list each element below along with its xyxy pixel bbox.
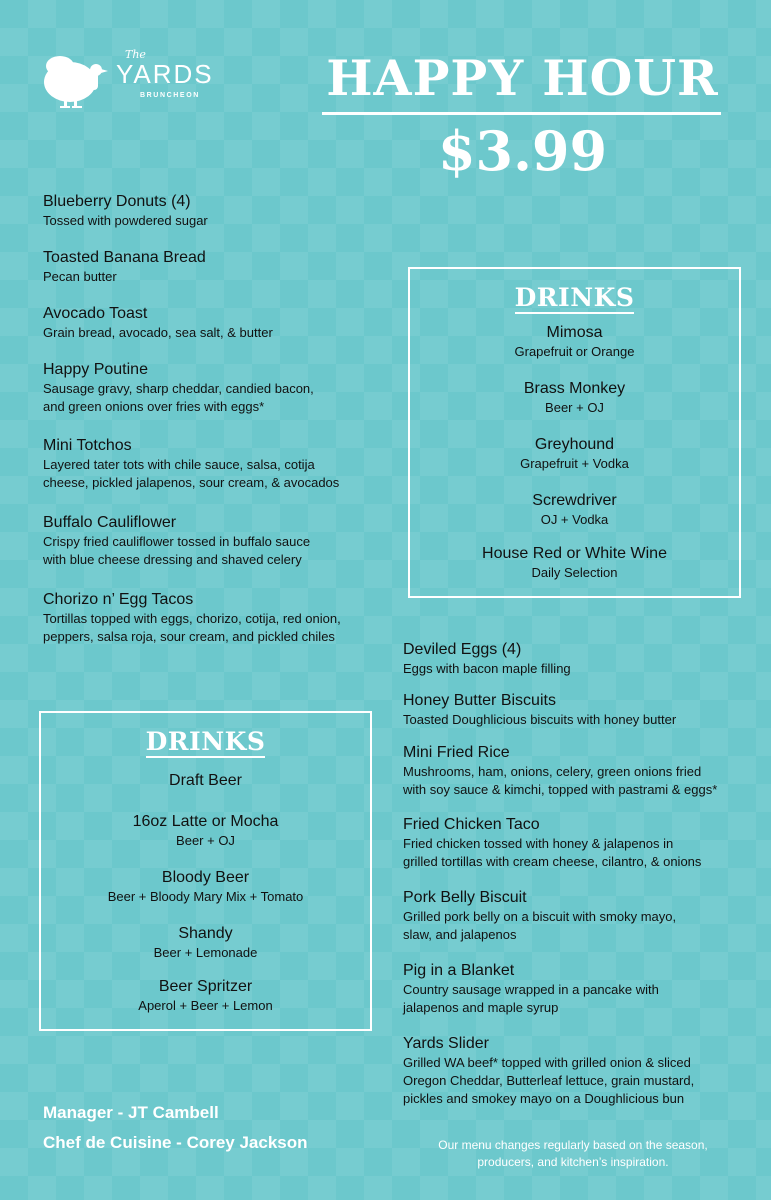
menu-item xyxy=(43,513,310,569)
drinks-heading: DRINKS xyxy=(514,283,635,312)
menu-item-desc: jalapenos and maple syrup xyxy=(403,1000,559,1015)
brand-the: The xyxy=(125,48,146,61)
menu-item-name: Blueberry Donuts (4) xyxy=(43,193,191,210)
drink-item xyxy=(410,491,739,529)
brand-tagline: BRUNCHEON xyxy=(140,92,200,99)
drink-desc: Beer + OJ xyxy=(176,833,235,848)
menu-item xyxy=(43,360,314,416)
menu-item-desc: peppers, salsa roja, sour cream, and pickled chiles xyxy=(43,629,335,644)
brand-name: YARDS xyxy=(116,59,214,89)
drink-name: Mimosa xyxy=(546,324,603,341)
menu-item-desc: Toasted Doughlicious biscuits with honey butter xyxy=(403,712,677,727)
menu-note-line: Our menu changes regularly based on the season, xyxy=(438,1138,708,1152)
menu-item-desc: Crispy fried cauliflower tossed in buffalo sauce xyxy=(43,534,311,549)
drink-item xyxy=(410,323,739,361)
menu-item-name: Pork Belly Biscuit xyxy=(403,889,527,906)
menu-item-desc: Country sausage wrapped in a pancake with xyxy=(403,982,659,997)
menu-note xyxy=(388,1137,758,1171)
turkey-icon xyxy=(42,52,112,110)
drink-item xyxy=(41,868,370,906)
menu-item-desc: Sausage gravy, sharp cheddar, candied bacon, xyxy=(43,381,314,396)
title-underline xyxy=(322,112,721,115)
menu-item xyxy=(403,961,659,1017)
menu-item-desc: Mushrooms, ham, onions, celery, green onions fried xyxy=(403,764,702,779)
menu-item-name: Toasted Banana Bread xyxy=(43,249,206,266)
drink-item xyxy=(41,812,370,850)
drink-desc: Grapefruit or Orange xyxy=(514,344,635,359)
menu-item-name: Pig in a Blanket xyxy=(403,962,515,979)
menu-item-name: Buffalo Cauliflower xyxy=(43,514,177,531)
menu-item xyxy=(43,192,208,230)
menu-note-line: producers, and kitchen’s inspiration. xyxy=(477,1155,669,1169)
menu-item-name: Mini Fried Rice xyxy=(403,744,510,761)
drink-name: House Red or White Wine xyxy=(482,545,667,562)
drinks-box-left xyxy=(39,711,372,1031)
manager-credit: Manager - JT Cambell xyxy=(43,1103,219,1122)
menu-item-name: Honey Butter Biscuits xyxy=(403,692,556,709)
menu-item-desc: Grain bread, avocado, sea salt, & butter xyxy=(43,325,273,340)
drink-name: Greyhound xyxy=(534,436,615,453)
menu-item xyxy=(43,304,273,342)
menu-item-name: Yards Slider xyxy=(403,1035,489,1052)
drink-desc: Aperol + Beer + Lemon xyxy=(138,998,273,1013)
drink-name: Bloody Beer xyxy=(161,869,250,886)
drink-name: Beer Spritzer xyxy=(158,978,253,995)
menu-item-desc: Tortillas topped with eggs, chorizo, cotija, red onion, xyxy=(43,611,341,626)
drink-desc: Daily Selection xyxy=(531,565,618,580)
menu-item-desc: slaw, and jalapenos xyxy=(403,927,517,942)
drink-desc: Grapefruit + Vodka xyxy=(520,456,629,471)
menu-item-desc: Oregon Cheddar, Butterleaf lettuce, grain mustard, xyxy=(403,1073,695,1088)
menu-item-name: Mini Totchos xyxy=(43,437,132,454)
menu-item xyxy=(403,1034,694,1108)
menu-item-desc: with blue cheese dressing and shaved celery xyxy=(43,552,302,567)
menu-item xyxy=(43,436,339,492)
menu-item xyxy=(403,691,676,729)
drink-item xyxy=(41,771,370,791)
menu-item-desc: Grilled WA beef* topped with grilled onion & sliced xyxy=(403,1055,691,1070)
drink-desc: OJ + Vodka xyxy=(540,512,609,527)
drink-name: Brass Monkey xyxy=(523,380,626,397)
drinks-box-right xyxy=(408,267,741,598)
menu-item xyxy=(403,815,701,871)
menu-item-desc: grilled tortillas with cream cheese, cilantro, & onions xyxy=(403,854,702,869)
drink-desc: Beer + Bloody Mary Mix + Tomato xyxy=(107,889,304,904)
drink-name: 16oz Latte or Mocha xyxy=(132,813,279,830)
drink-desc: Beer + Lemonade xyxy=(153,945,258,960)
drink-item xyxy=(41,924,370,962)
drinks-heading: DRINKS xyxy=(145,727,266,756)
menu-item xyxy=(403,640,571,678)
menu-item-desc: with soy sauce & kimchi, topped with pastrami & eggs* xyxy=(403,782,718,797)
menu-item xyxy=(403,888,676,944)
menu-item xyxy=(403,743,717,799)
menu-item-desc: cheese, pickled jalapenos, sour cream, & avocados xyxy=(43,475,340,490)
menu-item-desc: Fried chicken tossed with honey & jalapenos in xyxy=(403,836,674,851)
menu-item-desc: and green onions over fries with eggs* xyxy=(43,399,265,414)
menu-item-desc: Tossed with powdered sugar xyxy=(43,213,208,228)
menu-item-name: Avocado Toast xyxy=(43,305,148,322)
menu-item-desc: Pecan butter xyxy=(43,269,117,284)
menu-item-desc: Eggs with bacon maple filling xyxy=(403,661,571,676)
chef-credit: Chef de Cuisine - Corey Jackson xyxy=(43,1133,308,1152)
menu-item-desc: Layered tater tots with chile sauce, salsa, cotija xyxy=(43,457,315,472)
menu-item-desc: Grilled pork belly on a biscuit with smoky mayo, xyxy=(403,909,677,924)
menu-item-name: Happy Poutine xyxy=(43,361,148,378)
drink-item xyxy=(410,544,739,582)
page-title: HAPPY HOUR xyxy=(326,49,719,107)
menu-item-name: Deviled Eggs (4) xyxy=(403,641,522,658)
menu-item xyxy=(43,248,206,286)
menu-item-name: Fried Chicken Taco xyxy=(403,816,540,833)
menu-item xyxy=(43,590,341,646)
drink-name: Shandy xyxy=(178,925,233,942)
drink-name: Draft Beer xyxy=(169,772,242,789)
menu-item-name: Chorizo n’ Egg Tacos xyxy=(43,591,194,608)
menu-item-desc: pickles and smokey mayo on a Doughlicious bun xyxy=(403,1091,685,1106)
brand-logo xyxy=(42,48,222,112)
drink-item xyxy=(41,977,370,1015)
drink-name: Screwdriver xyxy=(532,492,617,509)
drink-item xyxy=(410,379,739,417)
price: $3.99 xyxy=(437,119,608,183)
drink-item xyxy=(410,435,739,473)
drink-desc: Beer + OJ xyxy=(545,400,604,415)
